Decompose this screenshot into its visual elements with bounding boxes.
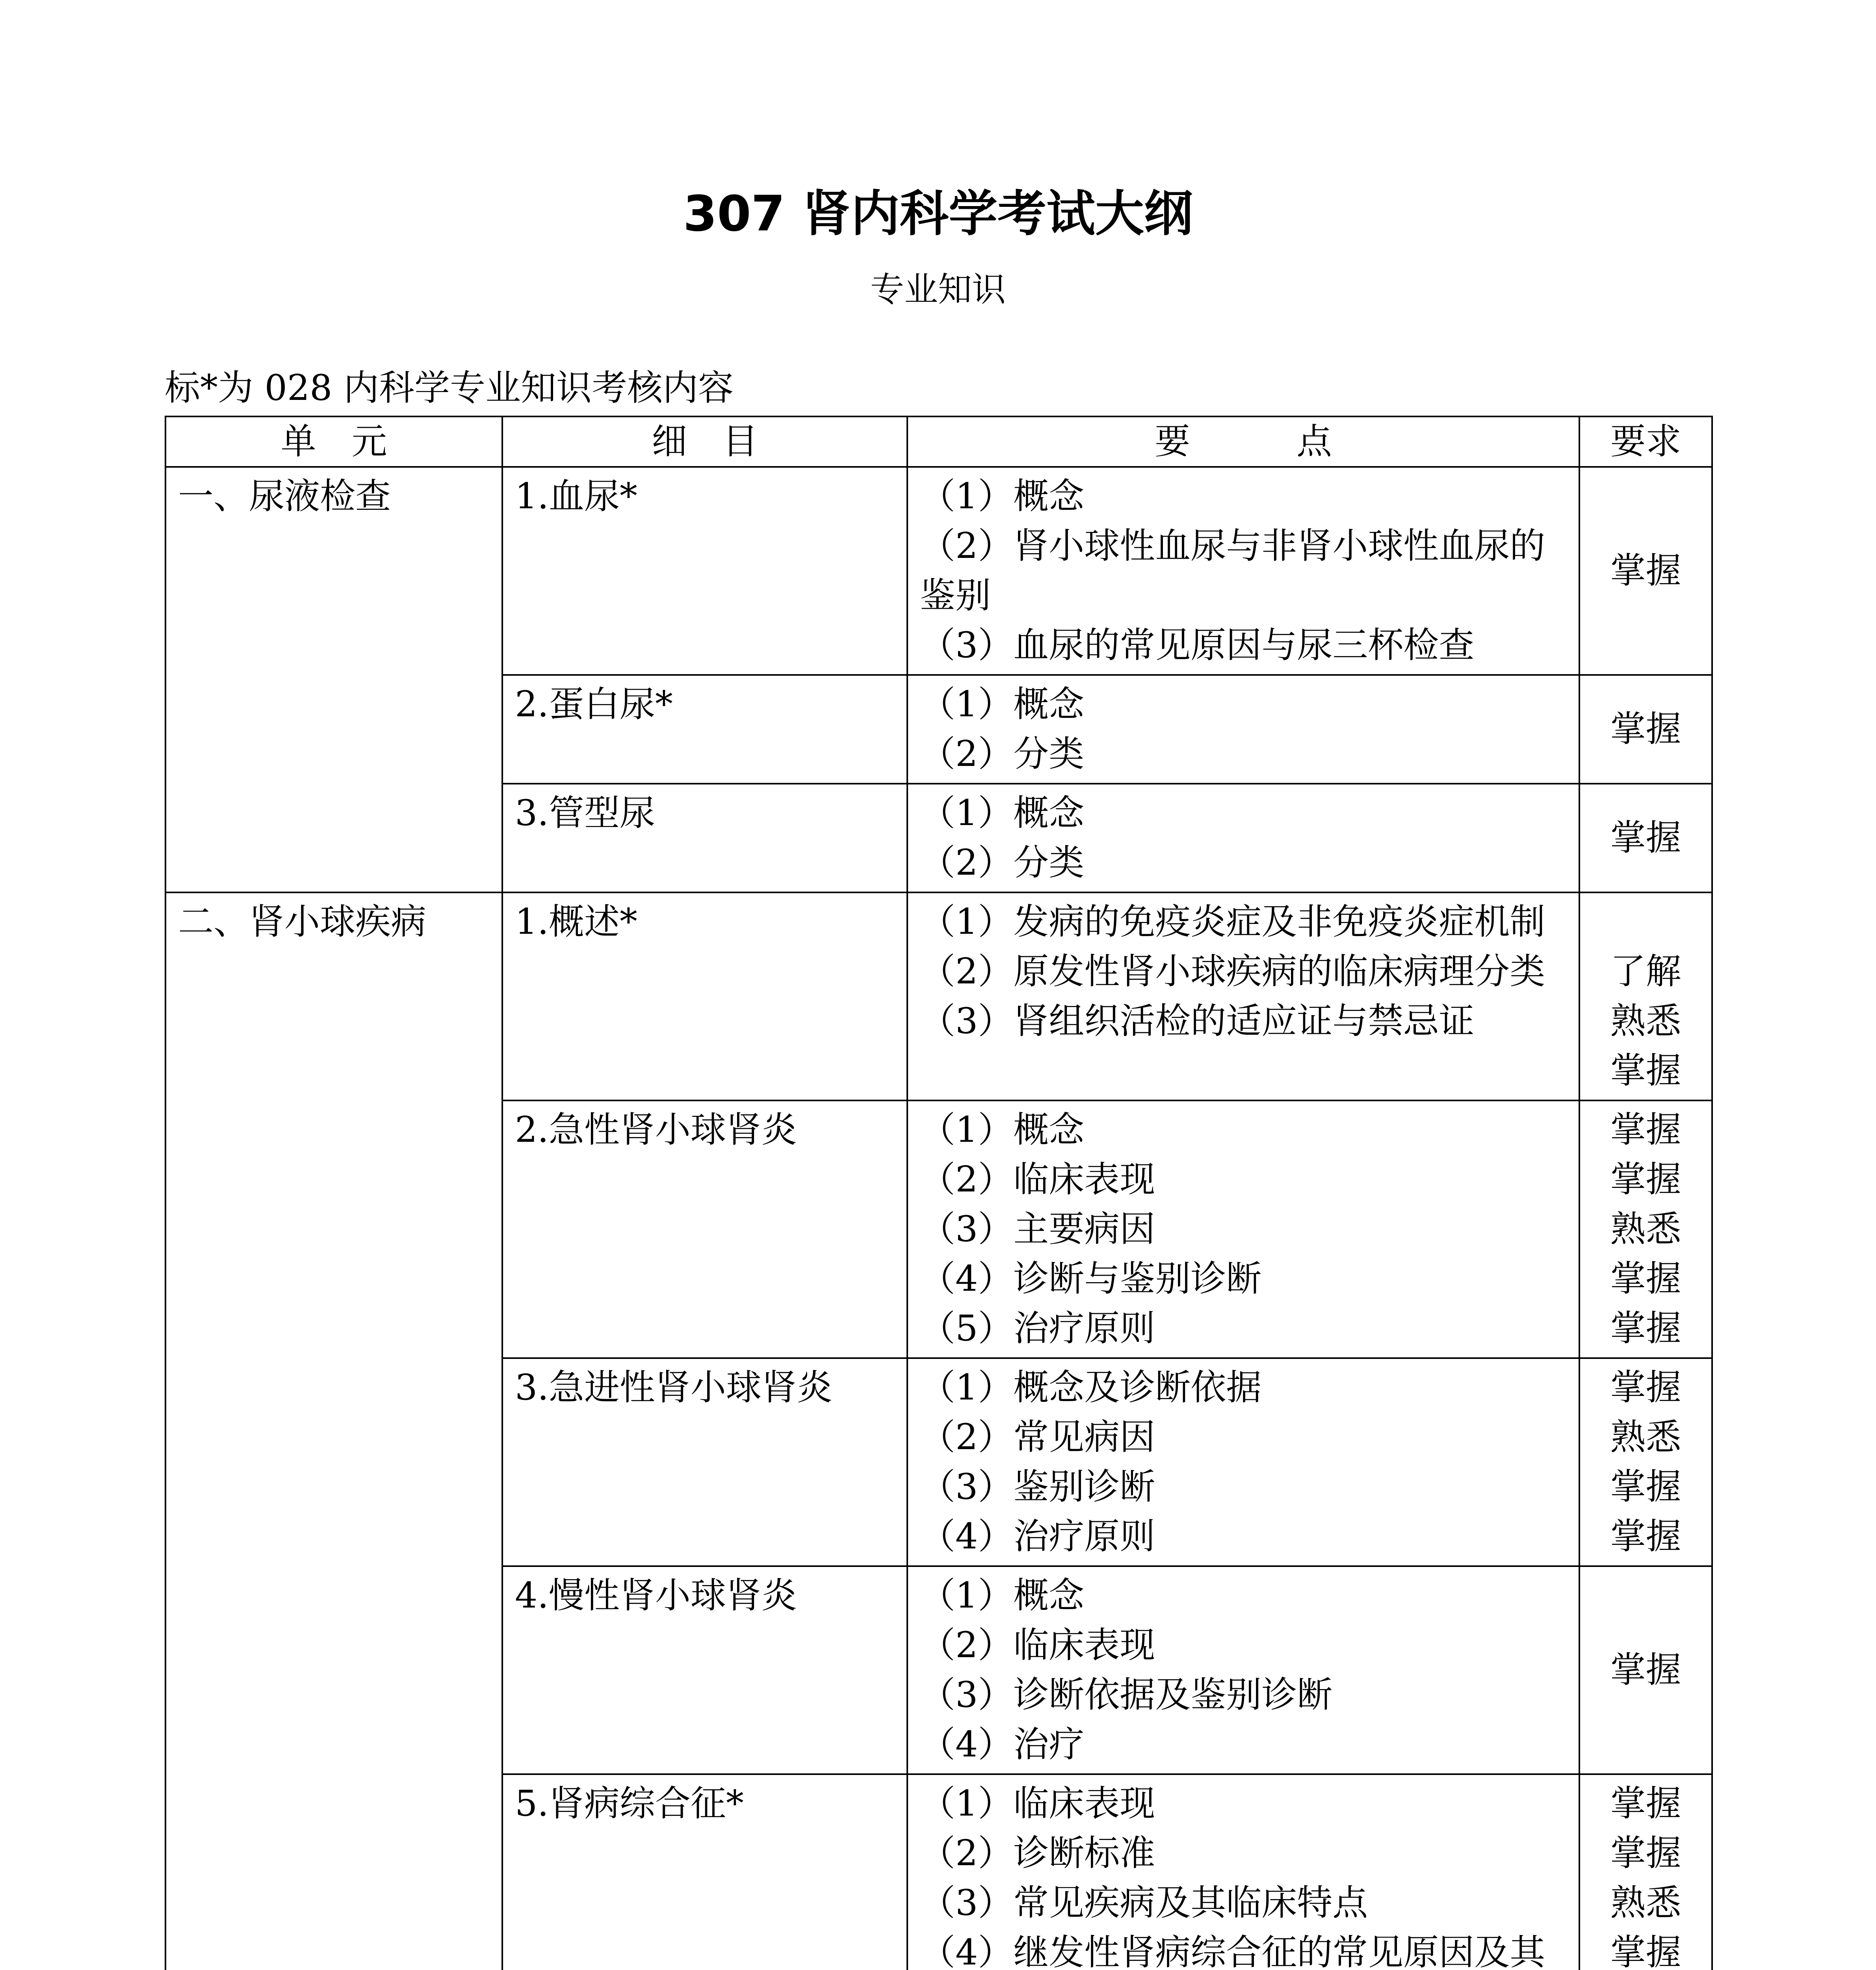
- requirement-cell: 掌握: [1579, 675, 1712, 784]
- point-text: （1）概念: [920, 1575, 1085, 1616]
- point-text: （2）原发性肾小球疾病的临床病理分类: [920, 951, 1545, 992]
- requirement-text: 熟悉: [1610, 1882, 1681, 1924]
- header-unit: 单 元: [165, 416, 502, 467]
- point-text: （1）临床表现: [920, 1783, 1155, 1824]
- requirement-text: 熟悉: [1610, 1416, 1681, 1458]
- table-row: [165, 467, 1712, 675]
- point-text: （1）发病的免疫炎症及非免疫炎症机制: [920, 901, 1545, 942]
- points-cell: [907, 892, 1579, 1100]
- point-text: （4）继发性肾病综合征的常见原因及其: [920, 1932, 1545, 1970]
- points-cell: [907, 467, 1579, 675]
- requirement-text: 掌握: [1610, 1308, 1681, 1349]
- points-cell: [907, 1358, 1579, 1566]
- requirement-cell: [1579, 1100, 1712, 1358]
- table-row: [165, 892, 1712, 1100]
- item-cell: 1.概述*: [502, 892, 907, 1100]
- requirement-text: 掌握: [1610, 1932, 1681, 1970]
- point-text: （2）分类: [920, 733, 1085, 775]
- requirement-text: 掌握: [1610, 1832, 1681, 1874]
- requirement-text: 熟悉: [1610, 1208, 1681, 1250]
- item-cell: 5.肾病综合征*: [502, 1774, 907, 1970]
- item-cell: 3.急进性肾小球肾炎: [502, 1358, 907, 1566]
- point-text: （1）概念及诊断依据: [920, 1367, 1262, 1408]
- unit-cell: 一、尿液检查: [165, 467, 502, 892]
- header-item: 细 目: [502, 416, 907, 467]
- point-text: （1）概念: [920, 476, 1085, 517]
- item-cell: 2.蛋白尿*: [502, 675, 907, 784]
- requirement-text: 掌握: [1610, 1109, 1681, 1150]
- requirement-text: 掌握: [1610, 1367, 1681, 1408]
- point-text: （3）常见疾病及其临床特点: [920, 1882, 1368, 1924]
- point-text: （1）概念: [920, 792, 1085, 834]
- requirement-text: 了解: [1610, 951, 1681, 992]
- points-cell: [907, 1100, 1579, 1358]
- unit-cell: 二、肾小球疾病: [165, 892, 502, 1970]
- point-text: （3）主要病因: [920, 1208, 1155, 1250]
- point-text: （2）临床表现: [920, 1624, 1155, 1666]
- points-cell: [907, 1774, 1579, 1970]
- point-text: （2）常见病因: [920, 1416, 1155, 1458]
- point-text: （2）肾小球性血尿与非肾小球性血尿的鉴别: [920, 525, 1545, 616]
- requirement-text: 熟悉: [1610, 1000, 1681, 1042]
- points-cell: [907, 675, 1579, 784]
- requirement-text: 掌握: [1610, 1258, 1681, 1299]
- point-text: （3）诊断依据及鉴别诊断: [920, 1674, 1333, 1715]
- page-subtitle: 专业知识: [870, 270, 1006, 309]
- header-points: 要 点: [907, 416, 1579, 467]
- table-note: 标*为 028 内科学专业知识考核内容: [165, 367, 734, 409]
- item-cell: 2.急性肾小球肾炎: [502, 1100, 907, 1358]
- points-cell: [907, 1566, 1579, 1774]
- point-text: （4）治疗原则: [920, 1516, 1155, 1557]
- page-title: 307 肾内科学考试大纲: [683, 186, 1193, 242]
- item-cell: 3.管型尿: [502, 784, 907, 892]
- point-text: （5）治疗原则: [920, 1308, 1155, 1349]
- point-text: （1）概念: [920, 684, 1085, 725]
- requirement-cell: [1579, 1358, 1712, 1566]
- syllabus-table: [165, 416, 1713, 1970]
- requirement-cell: 掌握: [1579, 467, 1712, 675]
- point-text: （1）概念: [920, 1109, 1085, 1150]
- requirement-text: 掌握: [1610, 1466, 1681, 1507]
- requirement-text: 掌握: [1610, 1516, 1681, 1557]
- point-text: （3）肾组织活检的适应证与禁忌证: [920, 1000, 1475, 1042]
- requirement-text: 掌握: [1610, 1050, 1681, 1091]
- header-requirement: 要求: [1579, 416, 1712, 467]
- point-text: （4）治疗: [920, 1724, 1085, 1765]
- point-text: （3）鉴别诊断: [920, 1466, 1155, 1507]
- point-text: （3）血尿的常见原因与尿三杯检查: [920, 624, 1475, 666]
- point-text: （4）诊断与鉴别诊断: [920, 1258, 1262, 1299]
- table-header-row: [165, 416, 1712, 467]
- requirement-text: 掌握: [1610, 1159, 1681, 1200]
- requirement-text: 掌握: [1610, 1783, 1681, 1824]
- requirement-cell: 掌握: [1579, 1566, 1712, 1774]
- requirement-cell: 掌握: [1579, 784, 1712, 892]
- item-cell: 1.血尿*: [502, 467, 907, 675]
- item-cell: 4.慢性肾小球肾炎: [502, 1566, 907, 1774]
- point-text: （2）分类: [920, 842, 1085, 883]
- requirement-cell: [1579, 892, 1712, 1100]
- point-text: （2）临床表现: [920, 1159, 1155, 1200]
- points-cell: [907, 784, 1579, 892]
- point-text: （2）诊断标准: [920, 1832, 1155, 1874]
- requirement-cell: [1579, 1774, 1712, 1970]
